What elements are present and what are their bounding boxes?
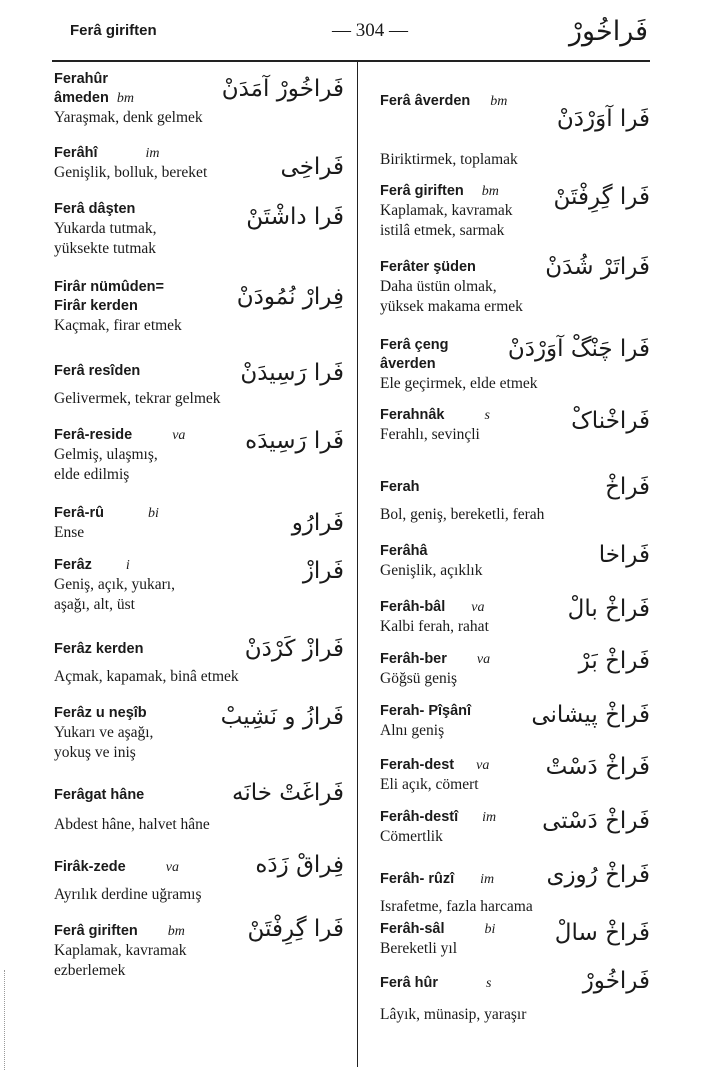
dictionary-entry	[54, 704, 344, 786]
entry-definition: Israfetme, fazla harcama	[380, 898, 533, 915]
entry-headword: Ferâgat hâne	[54, 787, 145, 803]
entry-arabic: فَرارُو	[291, 510, 344, 536]
entry-definition: Ense	[54, 524, 85, 541]
dictionary-entry	[380, 650, 650, 702]
dictionary-entry	[54, 636, 344, 704]
dictionary-entry	[54, 426, 344, 504]
entry-arabic: فِراقْ زَدَه	[255, 852, 344, 878]
entry-headword: Ferahûr âmeden bm	[54, 71, 134, 106]
entry-definition: Gelmiş, ulaşmış, elde edilmiş	[54, 446, 158, 483]
right-column	[380, 70, 650, 1030]
page-header	[0, 0, 710, 60]
dictionary-entry	[380, 808, 650, 870]
dictionary-entry	[380, 598, 650, 650]
entry-definition: Kaplamak, kavramak istilâ etmek, sarmak	[380, 202, 513, 239]
entry-arabic: فَرازْ	[302, 558, 344, 584]
scan-edge-dots	[4, 970, 8, 1070]
entry-arabic: فَراخِی	[280, 154, 344, 180]
entry-headword: Ferâh-ber va	[380, 651, 491, 667]
entry-arabic: فَراخْناکْ	[571, 408, 650, 434]
dictionary-entry	[54, 780, 344, 858]
entry-arabic: فَرا چَنْگْ آوَرْدَنْ	[507, 336, 650, 362]
entry-headword: Ferâh- rûzî im	[380, 871, 495, 887]
entry-headword: Ferâz u neşîb	[54, 705, 147, 721]
dictionary-entry	[380, 406, 650, 472]
entry-arabic: فَرا گِرِفْتَنْ	[553, 184, 650, 210]
dictionary-entry	[380, 336, 650, 406]
dictionary-entry	[380, 254, 650, 336]
entry-arabic: فَراخا	[598, 542, 650, 568]
entry-headword: Ferah-dest va	[380, 757, 490, 773]
entry-definition: Kalbi ferah, rahat	[380, 618, 489, 635]
entry-definition: Ele geçirmek, elde etmek	[380, 375, 538, 392]
dictionary-entry	[54, 504, 344, 556]
entry-definition: Genişlik, açıklık	[380, 562, 483, 579]
entry-headword: Ferâhî im	[54, 145, 160, 161]
dictionary-entry	[380, 702, 650, 756]
entry-headword: Ferah	[380, 479, 420, 495]
entry-headword: Firâr nümûden= Firâr kerden	[54, 279, 164, 314]
dictionary-entry	[380, 542, 650, 598]
entry-arabic: فَرا رَسِیدَه	[245, 428, 344, 454]
entry-arabic: فَراخْ سالْ	[554, 920, 650, 946]
entry-arabic: فَرا آوَرْدَنْ	[556, 106, 650, 132]
running-head-left: Ferâ giriften	[70, 22, 157, 39]
entry-arabic: فَراخْ پیشانی	[531, 702, 650, 728]
entry-arabic: فَراخْ بَرْ	[578, 648, 650, 674]
entry-arabic: فَراتَرْ شُدَنْ	[545, 254, 650, 280]
left-column	[54, 70, 344, 992]
entry-definition: Alnı geniş	[380, 722, 445, 739]
entry-headword: Ferâz kerden	[54, 641, 144, 657]
entry-headword: Ferâ hûr s	[380, 975, 492, 991]
entry-definition: Biriktirmek, toplamak	[380, 151, 518, 168]
dictionary-entry-def	[380, 150, 650, 182]
dictionary-entry	[380, 756, 650, 808]
entry-definition: Ayrılık derdine uğramış	[54, 886, 202, 903]
entry-definition: Yukarı ve aşağı, yokuş ve iniş	[54, 724, 154, 761]
entry-definition: Eli açık, cömert	[380, 776, 479, 793]
entry-arabic: فَرازُ و نَشِیبْ	[220, 704, 344, 730]
entry-headword: Ferâ giriften bm	[380, 183, 499, 199]
dictionary-entry	[54, 278, 344, 362]
entry-definition: Kaçmak, firar etmek	[54, 317, 182, 334]
entry-definition: Cömertlik	[380, 828, 443, 845]
entry-headword: Ferâh-sâl bi	[380, 921, 496, 937]
entry-headword: Ferâter şüden	[380, 259, 476, 275]
entry-definition: Geniş, açık, yukarı, aşağı, alt, üst	[54, 576, 175, 613]
entry-headword: Firâk-zede va	[54, 859, 179, 875]
entry-definition: Bol, geniş, bereketli, ferah	[380, 506, 545, 523]
dictionary-entry	[54, 144, 344, 200]
entry-definition: Daha üstün olmak, yüksek makama ermek	[380, 278, 523, 315]
entry-headword: Ferâ âverden bm	[380, 93, 508, 109]
entry-headword: Ferâ-rû bi	[54, 505, 159, 521]
entry-definition: Bereketli yıl	[380, 940, 458, 957]
dictionary-entry	[54, 200, 344, 278]
dictionary-entry	[380, 920, 650, 974]
entry-definition: Kaplamak, kavramak ezberlemek	[54, 942, 187, 979]
entry-headword: Ferah- Pîşânî	[380, 703, 472, 719]
entry-definition: Yaraşmak, denk gelmek	[54, 109, 203, 126]
entry-definition: Genişlik, bolluk, bereket	[54, 164, 208, 181]
entry-definition: Lâyık, münasip, yaraşır	[380, 1006, 527, 1023]
entry-arabic: فَراخْ دَسْتی	[542, 808, 650, 834]
dictionary-entry	[380, 474, 650, 542]
entry-headword: Ferâ giriften bm	[54, 923, 185, 939]
entry-headword: Ferâh-bâl va	[380, 599, 485, 615]
entry-arabic: فَراخُورْ	[582, 968, 650, 994]
running-head-right: فَراخُورْ	[569, 16, 648, 47]
entry-definition: Açmak, kapamak, binâ etmek	[54, 668, 239, 685]
entry-arabic: فَرا داشْتَنْ	[246, 204, 344, 230]
dictionary-entry	[54, 916, 344, 992]
entry-definition: Ferahlı, sevinçli	[380, 426, 480, 443]
entry-headword: Ferâhâ	[380, 543, 428, 559]
entry-headword: Ferâh-destî im	[380, 809, 497, 825]
dictionary-entry	[54, 362, 344, 426]
entry-arabic: فَراغَتْ خانَه	[232, 780, 344, 806]
entry-arabic: فَراخُورْ آمَدَنْ	[221, 76, 344, 102]
entry-arabic: فِرارْ نُمُودَنْ	[236, 284, 344, 310]
entry-headword: Ferahnâk s	[380, 407, 490, 423]
entry-definition: Abdest hâne, halvet hâne	[54, 816, 210, 833]
entry-definition: Göğsü geniş	[380, 670, 458, 687]
entry-headword: Ferâz i	[54, 557, 130, 573]
entry-headword: Ferâ resîden	[54, 363, 141, 379]
entry-headword: Ferâ dâşten	[54, 201, 136, 217]
entry-definition: Yukarda tutmak, yüksekte tutmak	[54, 220, 157, 257]
header-rule	[52, 60, 650, 62]
entry-definition: Gelivermek, tekrar gelmek	[54, 390, 221, 407]
entry-arabic: فَرازْ کَرْدَنْ	[244, 636, 344, 662]
dictionary-entry	[54, 852, 344, 922]
entry-headword: Ferâ-reside va	[54, 427, 186, 443]
dictionary-entry	[380, 862, 650, 920]
column-divider	[357, 62, 358, 1067]
dictionary-entry	[54, 556, 344, 640]
entry-arabic: فَراخْ رُوزی	[546, 862, 650, 888]
entry-headword: Ferâ çeng âverden	[380, 337, 449, 372]
entry-arabic: فَراخْ دَسْتْ	[545, 754, 650, 780]
dictionary-entry	[380, 968, 650, 1030]
entry-arabic: فَراخْ بالْ	[567, 596, 650, 622]
entry-arabic: فَرا گِرِفْتَنْ	[247, 916, 344, 942]
entry-arabic: فَرا رَسِیدَنْ	[240, 360, 344, 386]
dictionary-entry	[380, 92, 650, 146]
dictionary-entry	[54, 70, 344, 144]
page-number: — 304 —	[332, 20, 408, 41]
dictionary-entry	[380, 182, 650, 258]
entry-arabic: فَراخْ	[605, 474, 650, 500]
